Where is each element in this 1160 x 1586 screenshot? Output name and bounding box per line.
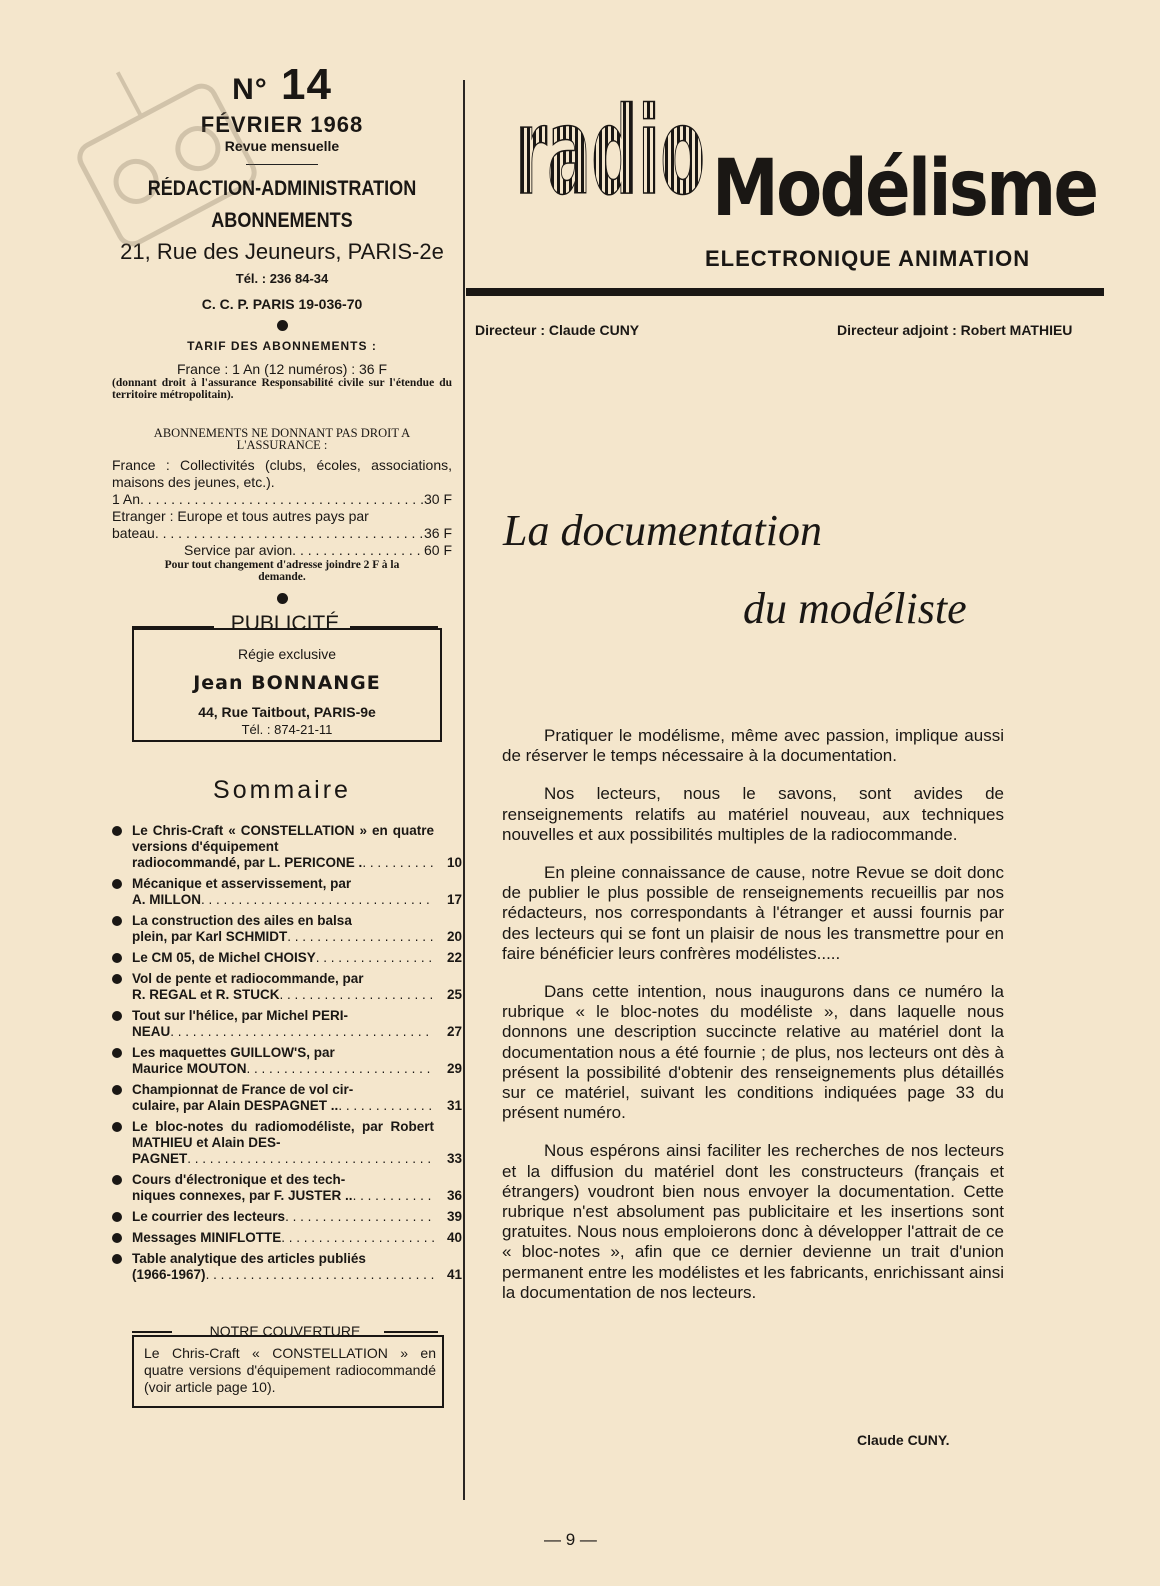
couverture-text: Le Chris-Craft « CONSTELLATION » en quatre versions d'équipement radiocommandé (voir article page 10). (144, 1345, 436, 1395)
toc-page-number: 29 (446, 1061, 462, 1076)
tarif-row: Service par avion . . . 60 F (112, 542, 452, 559)
toc-item-lead: Championnat de France de vol cir- (132, 1082, 354, 1097)
table-of-contents (112, 823, 462, 1283)
toc-page-number: 20 (446, 929, 462, 944)
etranger: Etranger : Europe et tous autres pays par (112, 508, 369, 524)
toc-item-last-line (132, 892, 462, 908)
issue-date: FÉVRIER 1968 (200, 112, 364, 137)
toc-item (112, 1172, 462, 1204)
toc-item (112, 823, 462, 871)
toc-item (112, 950, 462, 966)
toc-item-lead: Table analytique des articles publiés (132, 1251, 366, 1266)
sommaire-title: Sommaire (213, 776, 351, 804)
toc-item-lead: Le bloc-notes du radiomodéliste, par Robert MATHIEU et Alain DES- (132, 1119, 434, 1150)
toc-item (112, 913, 462, 945)
editorial-body (502, 726, 1004, 1321)
toc-item (112, 1209, 462, 1225)
toc-item (112, 1045, 462, 1077)
toc-item (112, 876, 462, 908)
toc-dot-leader (280, 987, 434, 1003)
publicite-title: PUBLICITÉ (230, 612, 340, 635)
toc-item-title: R. REGAL et R. STUCK (132, 987, 280, 1002)
toc-page-number: 17 (446, 892, 462, 907)
toc-item-lead: Tout sur l'hélice, par Michel PERI- (132, 1008, 348, 1023)
toc-page-number: 31 (446, 1098, 462, 1113)
tarif-row: 1 An . . . 30 F (112, 491, 452, 508)
toc-item-last-line (132, 1209, 462, 1225)
toc-item-last-line (132, 855, 462, 871)
admin-heading: RÉDACTION-ADMINISTRATION (147, 177, 417, 200)
toc-item-title: Le CM 05, de Michel CHOISY (132, 950, 316, 965)
couverture-box (132, 1335, 444, 1408)
toc-item (112, 1119, 462, 1167)
column-divider (463, 80, 465, 1500)
toc-dot-leader (170, 1024, 434, 1040)
left-column (112, 60, 462, 1408)
radio-wordmark: radio (515, 83, 705, 198)
toc-page-number: 41 (446, 1267, 462, 1282)
toc-page-number: 36 (446, 1188, 462, 1203)
toc-page-number: 25 (446, 987, 462, 1002)
directeur-adjoint: Directeur adjoint : Robert MATHIEU (837, 322, 1073, 338)
couverture-header (132, 1317, 438, 1341)
toc-page-number: 27 (446, 1024, 462, 1039)
subscriptions-heading: ABONNEMENTS (211, 209, 353, 232)
toc-dot-leader (201, 892, 434, 908)
modelisme-wordmark: Modélisme (712, 144, 1097, 234)
toc-item-title: A. MILLON (132, 892, 201, 907)
bullet-separator (277, 593, 288, 604)
toc-item-last-line (132, 1151, 462, 1167)
header-rule (466, 288, 1104, 296)
toc-item-last-line (132, 1061, 462, 1077)
toc-page-number: 22 (446, 950, 462, 965)
stamp-logo (52, 50, 282, 280)
toc-item (112, 971, 462, 1003)
toc-dot-leader (206, 1267, 434, 1283)
editorial-paragraph: En pleine connaissance de cause, notre Revue se doit donc de publier le plus possible de renseignements recueillis par nos rédacteurs, nos correspondants à l'étranger et aussi fournis par des lecteurs qui se font un plaisir de nous les transmettre pour en faire bénéficier leurs confrères modélistes..... (502, 863, 1004, 963)
directeur: Directeur : Claude CUNY (475, 322, 640, 338)
admin-address: 21, Rue des Jeuneurs, PARIS-2e (120, 239, 444, 264)
toc-item-lead: Cours d'électronique et des tech- (132, 1172, 346, 1187)
editorial-paragraph: Dans cette intention, nous inaugurons dans ce numéro la rubrique « le bloc-notes du modéliste », dans laquelle nous donnons une description succincte relative au matériel dont la documentation nous a été fournie ; de plus, nos lecteurs ont dès à présent la possibilité d'obtenir des renseignements plus détaillés sur ce matériel, suivant les conditions indiquées page 33 du présent numéro. (502, 982, 1004, 1123)
toc-dot-leader (285, 1209, 434, 1225)
toc-item-title: PAGNET (132, 1151, 188, 1166)
editorial-title-line1: La documentation (503, 506, 822, 555)
toc-item-last-line (132, 1024, 462, 1040)
editorial-title-line2: du modéliste (743, 584, 967, 633)
toc-page-number: 33 (446, 1151, 462, 1166)
toc-item-last-line (132, 929, 462, 945)
toc-dot-leader (281, 1230, 434, 1246)
toc-item-title: Messages MINIFLOTTE (132, 1230, 282, 1245)
radio-logo (515, 78, 715, 198)
toc-item (112, 1082, 462, 1114)
toc-page-number: 10 (446, 855, 462, 870)
publicite-name: Jean BONNANGE (193, 672, 381, 694)
toc-item-title: (1966-1967) (132, 1267, 206, 1282)
toc-item-lead: Le Chris-Craft « CONSTELLATION » en quatre versions d'équipement (132, 823, 434, 854)
editorial-paragraph: Nos lecteurs, nous le savons, sont avides de renseignements relatifs au matériel nouveau, aux techniques nouvelles et aux possibilités multiples de la radiocommande. (502, 784, 1004, 844)
page-number: — 9 — (544, 1530, 597, 1549)
toc-item-last-line (132, 950, 462, 966)
toc-item-lead: Vol de pente et radiocommande, par (132, 971, 364, 986)
collectivites: France : Collectivités (clubs, écoles, associations, maisons des jeunes, etc.). (112, 457, 452, 490)
toc-page-number: 39 (446, 1209, 462, 1224)
toc-item-title: Maurice MOUTON (132, 1061, 247, 1076)
toc-item (112, 1008, 462, 1040)
toc-item (112, 1230, 462, 1246)
toc-item-last-line (132, 1230, 462, 1246)
toc-item-last-line (132, 1267, 462, 1283)
toc-item-last-line (132, 987, 462, 1003)
editorial-paragraph: Pratiquer le modélisme, même avec passion, implique aussi de réserver le temps nécessaire à la documentation. (502, 726, 1004, 766)
toc-item-lead: Les maquettes GUILLOW'S, par (132, 1045, 335, 1060)
issue-number: N° 14 (232, 60, 332, 109)
publicite-regie: Régie exclusive (237, 646, 337, 662)
toc-dot-leader (287, 929, 434, 945)
toc-dot-leader (362, 855, 434, 871)
toc-dot-leader (187, 1151, 434, 1167)
admin-ccp: C. C. P. PARIS 19-036-70 (201, 296, 363, 312)
publicite-box (132, 628, 442, 742)
tarif-title: TARIF DES ABONNEMENTS : (187, 339, 377, 353)
tarif-france: France : 1 An (12 numéros) : 36 F (176, 361, 388, 377)
admin-tel: Tél. : 236 84-34 (235, 271, 329, 286)
couverture-title: NOTRE COUVERTURE (209, 1323, 361, 1339)
bullet-separator (277, 320, 288, 331)
toc-item-last-line (132, 1188, 462, 1204)
publicite-header (132, 612, 438, 636)
tarif-row: bateau . . . 36 F (112, 525, 452, 542)
periodicity: Revue mensuelle (224, 138, 340, 154)
toc-dot-leader (338, 1098, 434, 1114)
toc-item-title: Le courrier des lecteurs (132, 1209, 286, 1224)
toc-item-title: niques connexes, par F. JUSTER .. (132, 1188, 353, 1203)
insurance-note: (donnant droit à l'assurance Responsabilité civile sur l'étendue du territoire métropolitain). (112, 377, 452, 401)
toc-dot-leader (247, 1061, 434, 1077)
toc-item-lead: La construction des ailes en balsa (132, 913, 352, 928)
editorial-signature: Claude CUNY. (857, 1432, 950, 1448)
editorial-paragraph: Nous espérons ainsi faciliter les recherches de nos lecteurs et la diffusion du matériel dont les constructeurs (français et étrangers) voudront bien nous envoyer la documentation. Cette rubrique n'est absolument pas publicitaire et les insertions sont gratuites. Nous nous emploierons donc à développer l'attrait de ce « bloc-notes », afin que ce dernier devienne un trait d'union permanent entre les modélistes et les fabricants, enrichissant ainsi la documentation de nos lecteurs. (502, 1141, 1004, 1302)
toc-item-title: plein, par Karl SCHMIDT (132, 929, 288, 944)
toc-item-title: NEAU (132, 1024, 171, 1039)
toc-item-title: radiocommandé, par L. PERICONE . (132, 855, 363, 870)
toc-dot-leader (353, 1188, 434, 1204)
logo-subtitle: ELECTRONIQUE ANIMATION (705, 246, 1031, 271)
change-note: Pour tout changement d'adresse joindre 2 F à la demande. (164, 559, 400, 583)
toc-dot-leader (316, 950, 434, 966)
toc-item-lead: Mécanique et asservissement, par (132, 876, 352, 891)
publicite-address: 44, Rue Taitbout, PARIS-9e (198, 704, 376, 720)
toc-item (112, 1251, 462, 1283)
no-insurance-title: ABONNEMENTS NE DONNANT PAS DROIT A L'ASSURANCE : (153, 426, 411, 452)
toc-page-number: 40 (446, 1230, 462, 1245)
publicite-tel: Tél. : 874-21-11 (241, 722, 333, 737)
toc-item-title: culaire, par Alain DESPAGNET .. (132, 1098, 339, 1113)
toc-item-last-line (132, 1098, 462, 1114)
